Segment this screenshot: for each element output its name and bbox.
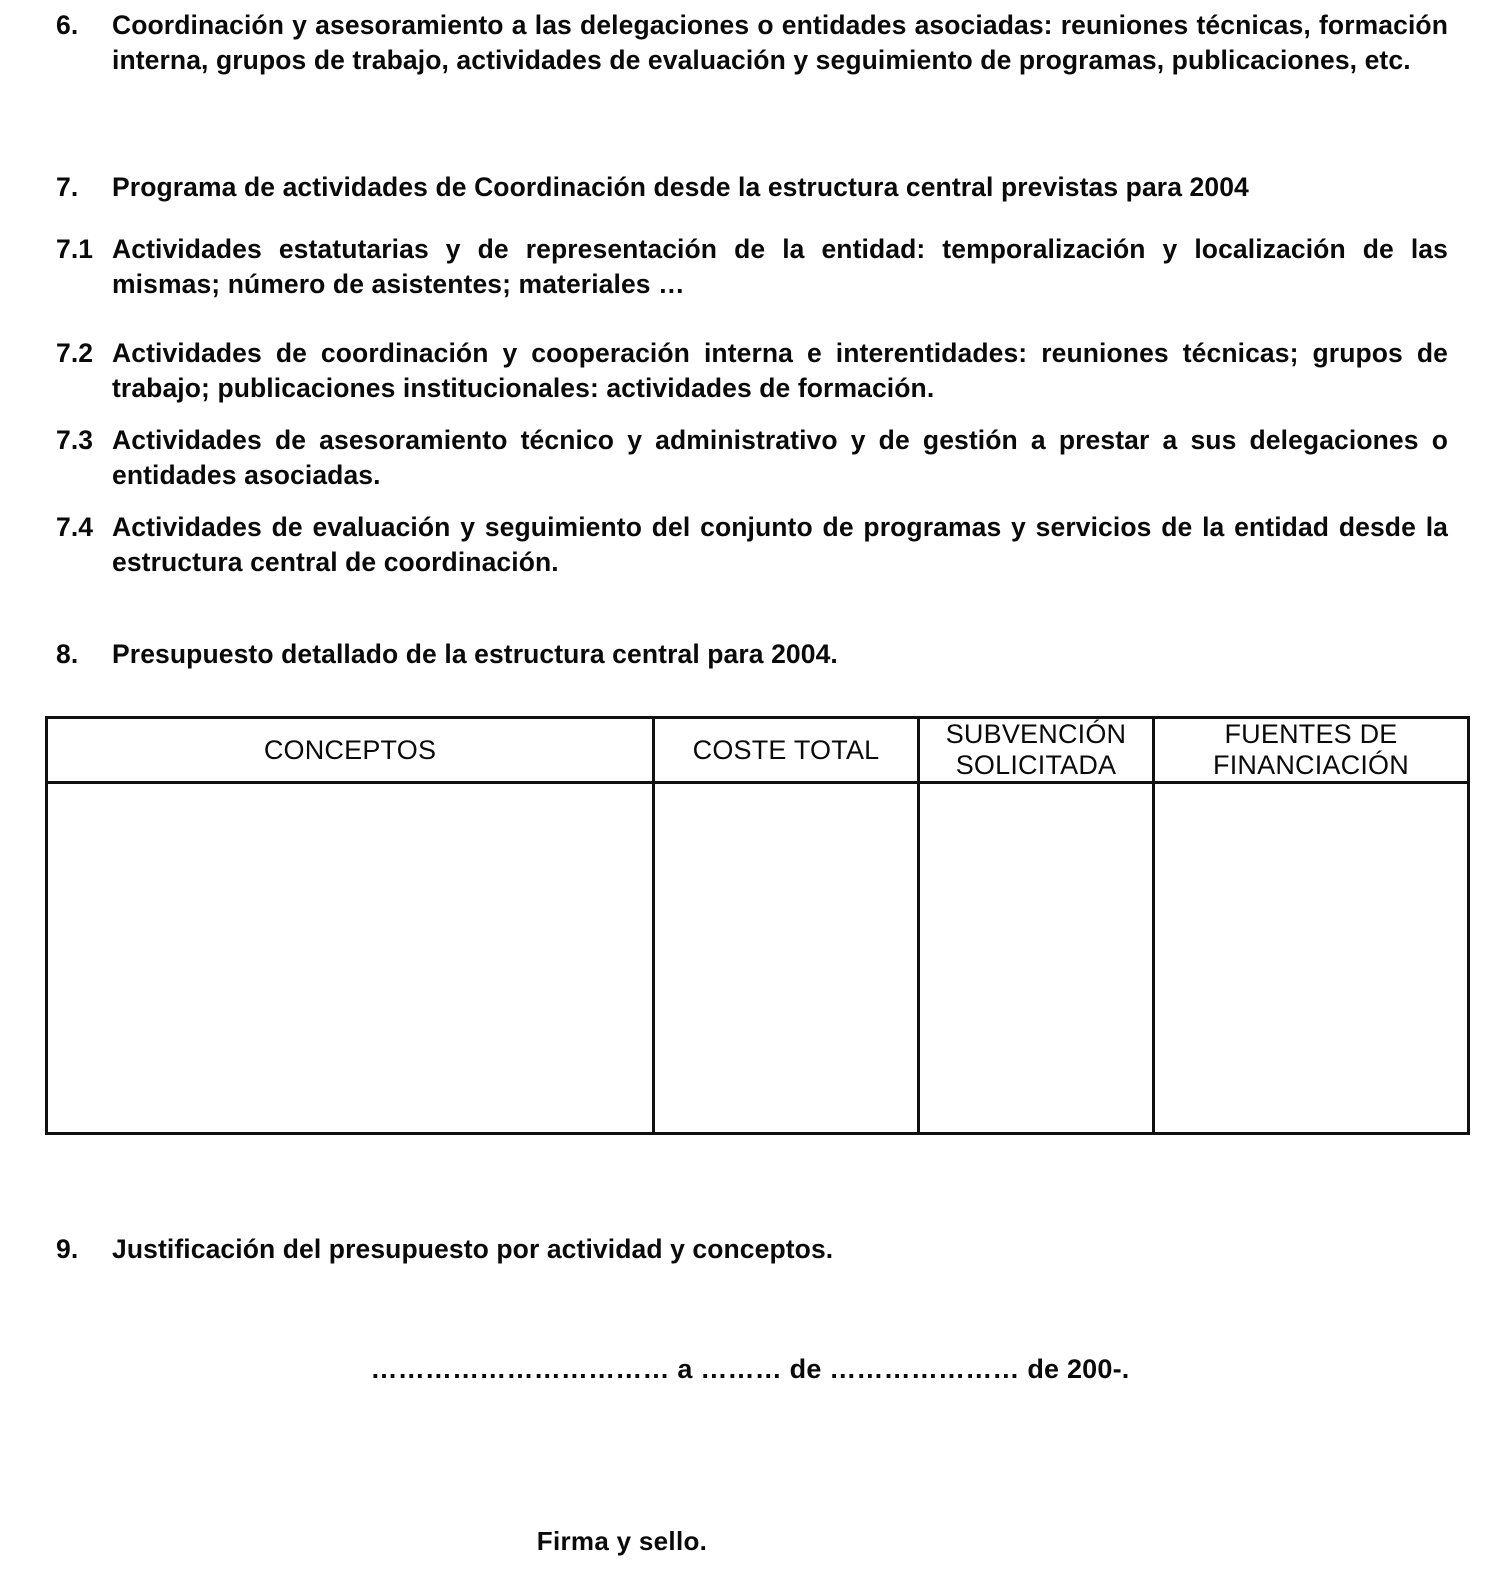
clause-7-2-text: Actividades de coordinación y cooperación interna e interentidades: reuniones técnicas; grupos de trabajo; publicaciones institucionales: actividades de formación. xyxy=(112,338,1448,403)
cell-subvencion-solicitada[interactable] xyxy=(919,783,1154,1134)
clause-7-1-number: 7.1 xyxy=(56,234,94,264)
budget-table-header xyxy=(47,718,1469,783)
clause-8-number: 8. xyxy=(56,639,79,669)
clause-7-4-number: 7.4 xyxy=(56,512,94,542)
table-row xyxy=(47,783,1469,1134)
column-header-coste-total xyxy=(654,718,919,783)
column-header-fuentes-line2: FINANCIACIÓN xyxy=(1213,750,1409,780)
clause-6-number: 6. xyxy=(56,10,79,40)
clause-7-3-text: Actividades de asesoramiento técnico y administrativo y de gestión a prestar a sus delegaciones o entidades asociadas. xyxy=(112,425,1448,490)
clause-7-1 xyxy=(56,232,1448,302)
budget-table-body xyxy=(47,783,1469,1134)
column-header-conceptos xyxy=(47,718,654,783)
clause-7-2-number: 7.2 xyxy=(56,338,94,368)
clause-7-3 xyxy=(56,423,1448,493)
clause-7-2 xyxy=(56,336,1448,406)
clause-6-text: Coordinación y asesoramiento a las delegaciones o entidades asociadas: reuniones técnicas, formación interna, grupos de trabajo, actividades de evaluación y seguimiento de programas, publicaciones, etc. xyxy=(112,10,1448,75)
clause-7-1-text: Actividades estatutarias y de representación de la entidad: temporalización y localización de las mismas; número de asistentes; materiales … xyxy=(112,234,1448,299)
clause-8-text: Presupuesto detallado de la estructura central para 2004. xyxy=(112,639,838,669)
cell-fuentes-financiacion[interactable] xyxy=(1154,783,1469,1134)
budget-table-header-row xyxy=(47,718,1469,783)
clause-7-text: Programa de actividades de Coordinación desde la estructura central previstas para 2004 xyxy=(112,172,1249,202)
column-header-coste-total-line1: COSTE TOTAL xyxy=(692,734,880,765)
clause-9 xyxy=(56,1232,1448,1267)
clause-8 xyxy=(56,637,1448,672)
clause-9-number: 9. xyxy=(56,1234,79,1264)
clause-9-text: Justificación del presupuesto por actividad y conceptos. xyxy=(112,1234,834,1264)
clause-7 xyxy=(56,170,1448,205)
column-header-fuentes-financiacion xyxy=(1154,718,1469,783)
cell-conceptos[interactable] xyxy=(47,783,654,1134)
budget-table xyxy=(45,716,1470,1135)
clause-7-4 xyxy=(56,510,1448,580)
clause-7-number: 7. xyxy=(56,172,79,202)
column-header-conceptos-line1: CONCEPTOS xyxy=(263,734,437,765)
column-header-subvencion-line2: SOLICITADA xyxy=(955,750,1117,780)
signature-label-wrapper xyxy=(0,1524,1500,1558)
column-header-subvencion-solicitada xyxy=(919,718,1154,783)
column-header-fuentes-line1: FUENTES DE xyxy=(1224,719,1398,749)
clause-6 xyxy=(56,8,1448,78)
date-fill-line[interactable]: …………………………… a ……… de ………………… de 200-. xyxy=(370,1354,1130,1384)
clause-7-3-number: 7.3 xyxy=(56,425,94,455)
cell-coste-total[interactable] xyxy=(654,783,919,1134)
column-header-subvencion-line1: SUBVENCIÓN xyxy=(945,719,1127,749)
clause-7-4-text: Actividades de evaluación y seguimiento del conjunto de programas y servicios de la entidad desde la estructura central de coordinación. xyxy=(112,512,1448,577)
signature-label: Firma y sello. xyxy=(536,1526,708,1556)
